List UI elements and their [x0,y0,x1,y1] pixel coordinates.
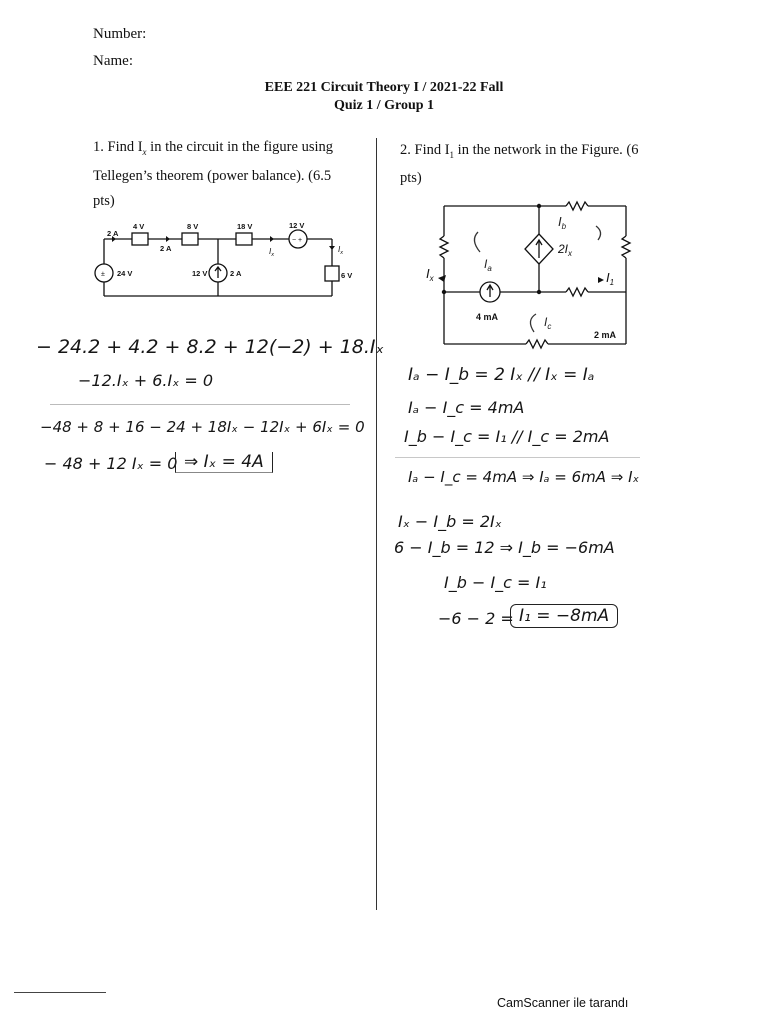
q1-label-12v-mid: 12 V [192,269,208,278]
q1-divider-line [50,404,350,405]
q1-label-24v: 24 V [117,269,133,278]
q1-answer-box: ⇒ Iₓ = 4A [175,452,273,473]
q2-label-4ma: 4 mA [476,312,499,322]
q2-label-dep-source: $2I_x$ [558,242,573,258]
q1-work-line1: − 24.2 + 4.2 + 8.2 + 12(−2) + 18.Iₓ [36,336,384,358]
q2-label-ia: $I_a$ [484,257,492,273]
q1-label-8v: 8 V [187,222,199,231]
q2-work-line6: 6 − I_b = 12 ⇒ I_b = −6mA [394,538,615,557]
q1-prompt-line3: pts) [93,193,115,209]
q2-prompt-line1: 2. Find $I_1$ in the network in the Figure. (6 [400,142,639,160]
page-title: EEE 221 Circuit Theory I / 2021-22 Fall [264,80,504,95]
q1-label-ix-top: $I_x$ [269,247,274,258]
q1-label-18v: 18 V [237,222,253,231]
q1-work-line2: −12.Iₓ + 6.Iₓ = 0 [78,371,214,390]
q2-prompt-line2: pts) [400,170,422,186]
svg-text:±: ± [101,271,105,278]
q1-label-12v-top: 12 V [289,221,305,230]
q2-label-ic: $I_c$ [544,315,552,331]
q1-label-6v: 6 V [341,271,353,280]
q2-label-2ma: 2 mA [594,330,617,340]
scanner-watermark: CamScanner ile tarandı [497,996,629,1010]
svg-text:− +: − + [292,237,303,244]
footer-rule [14,992,106,993]
q2-work-line4: Iₐ − I_c = 4mA ⇒ Iₐ = 6mA ⇒ Iₓ [408,468,640,486]
q1-label-4v: 4 V [133,222,145,231]
q1-prompt-line1: 1. Find $I_x$ in the circuit in the figure using [93,139,333,157]
q1-prompt-line2: Tellegen’s theorem (power balance). (6.5 [93,168,332,184]
name-label: Name: [93,53,133,69]
q2-work-line5: Iₓ − I_b = 2Iₓ [398,512,502,531]
q1-label-2a-src: 2 A [230,269,242,278]
q2-work-line3: I_b − I_c = I₁ // I_c = 2mA [404,427,610,446]
q2-label-ib: $I_b$ [558,214,567,231]
q1-work-line4: − 48 + 12 Iₓ = 0 [44,454,178,473]
q2-work-line7: I_b − I_c = I₁ [444,573,547,592]
page-subtitle: Quiz 1 / Group 1 [333,98,435,113]
q1-circuit-diagram [88,216,364,302]
q2-work-line8: −6 − 2 = [438,609,514,628]
q2-divider-line [395,457,640,458]
q2-label-i1: $I_1$ [606,270,615,287]
column-divider [376,138,377,910]
q2-label-ix: $I_x$ [426,266,434,283]
q2-answer-box: I₁ = −8mA [510,604,618,628]
q1-label-2a-mid: 2 A [160,244,172,253]
q2-circuit-diagram [418,196,640,356]
q1-work-line3: −48 + 8 + 16 − 24 + 18Iₓ − 12Iₓ + 6Iₓ = 0 [40,418,365,436]
q2-work-line1: Iₐ − I_b = 2 Iₓ // Iₓ = Iₐ [408,365,595,385]
q1-label-ix-right: $I_x$ [338,245,343,256]
q2-work-line2: Iₐ − I_c = 4mA [408,398,525,417]
number-label: Number: [93,26,147,42]
q1-label-2a-left: 2 A [107,229,119,238]
